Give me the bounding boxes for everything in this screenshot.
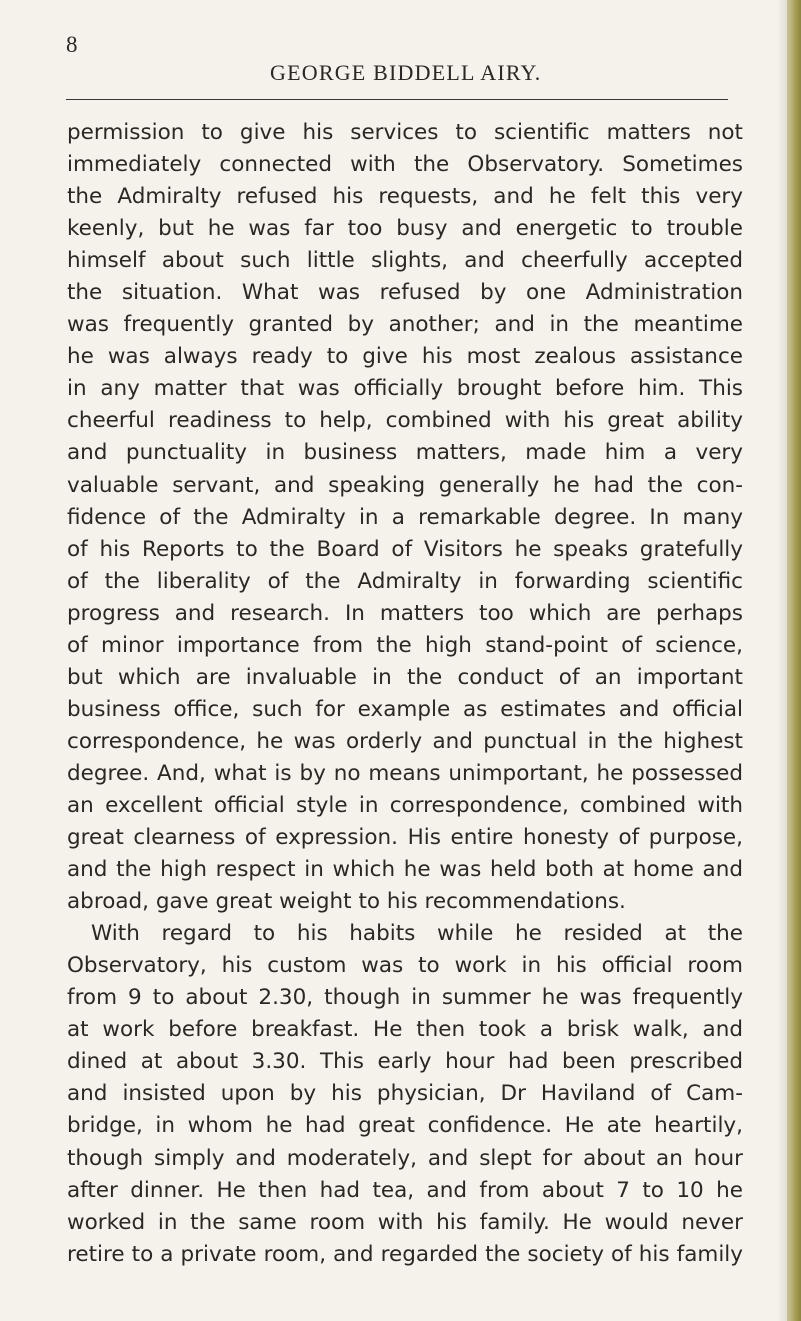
text-line: With regard to his habits while he resided at the bbox=[91, 921, 743, 947]
book-binding-edge bbox=[787, 0, 801, 1321]
text-line: retire to a private room, and regarded the society of his family bbox=[67, 1241, 743, 1267]
text-line: and the high respect in which he was held both at home and bbox=[67, 857, 743, 883]
text-line: but which are invaluable in the conduct of an important bbox=[67, 664, 743, 690]
text-line: after dinner. He then had tea, and from about 7 to 10 he bbox=[67, 1177, 743, 1203]
text-line: himself about such little slights, and cheerfully accepted bbox=[67, 248, 743, 274]
text-line: great clearness of expression. His entire honesty of purpose, bbox=[67, 825, 743, 851]
text-line: was frequently granted by another; and in the meantime bbox=[67, 312, 743, 338]
text-line: the Admiralty refused his requests, and he felt this very bbox=[67, 184, 743, 210]
text-line: though simply and moderately, and slept for about an hour bbox=[67, 1145, 743, 1171]
text-line: fidence of the Admiralty in a remarkable degree. In many bbox=[67, 504, 743, 530]
page-number: 8 bbox=[66, 32, 78, 57]
text-line: bridge, in whom he had great confidence. He ate heartily, bbox=[67, 1113, 743, 1139]
text-line: permission to give his services to scientific matters not bbox=[67, 120, 743, 145]
text-line: and punctuality in business matters, made him a very bbox=[67, 440, 743, 466]
text-line: of the liberality of the Admiralty in forwarding scientific bbox=[67, 568, 743, 594]
text-line: in any matter that was officially brought before him. This bbox=[67, 376, 743, 402]
header-rule bbox=[66, 99, 728, 100]
text-line: at work before breakfast. He then took a brisk walk, and bbox=[67, 1017, 743, 1043]
text-line: degree. And, what is by no means unimportant, he possessed bbox=[67, 760, 743, 786]
text-line: the situation. What was refused by one Administration bbox=[67, 280, 743, 306]
text-line: dined at about 3.30. This early hour had been prescribed bbox=[67, 1049, 743, 1075]
text-line: keenly, but he was far too busy and energetic to trouble bbox=[67, 216, 743, 242]
running-head: GEORGE BIDDELL AIRY. bbox=[270, 60, 542, 85]
text-line: an excellent official style in correspondence, combined with bbox=[67, 792, 743, 818]
text-line: cheerful readiness to help, combined with his great ability bbox=[67, 408, 743, 434]
text-line: correspondence, he was orderly and punctual in the highest bbox=[67, 728, 743, 754]
text-line: worked in the same room with his family. He would never bbox=[67, 1209, 743, 1235]
text-line: progress and research. In matters too which are perhaps bbox=[67, 600, 743, 626]
body-text bbox=[67, 117, 747, 1271]
text-line: from 9 to about 2.30, though in summer he was frequently bbox=[67, 985, 743, 1011]
page-gutter-shadow bbox=[777, 0, 787, 1321]
text-line: of his Reports to the Board of Visitors he speaks gratefully bbox=[67, 536, 743, 562]
text-line: business office, such for example as estimates and official bbox=[67, 696, 743, 722]
text-line: Observatory, his custom was to work in his official room bbox=[67, 953, 743, 979]
text-line: abroad, gave great weight to his recommendations. bbox=[67, 889, 626, 915]
text-line: and insisted upon by his physician, Dr Haviland of Cam- bbox=[67, 1081, 743, 1107]
text-line: immediately connected with the Observatory. Sometimes bbox=[67, 152, 743, 178]
text-line: of minor importance from the high stand-point of science, bbox=[67, 632, 743, 658]
text-line: valuable servant, and speaking generally he had the con- bbox=[67, 472, 743, 498]
text-line: he was always ready to give his most zealous assistance bbox=[67, 344, 743, 370]
